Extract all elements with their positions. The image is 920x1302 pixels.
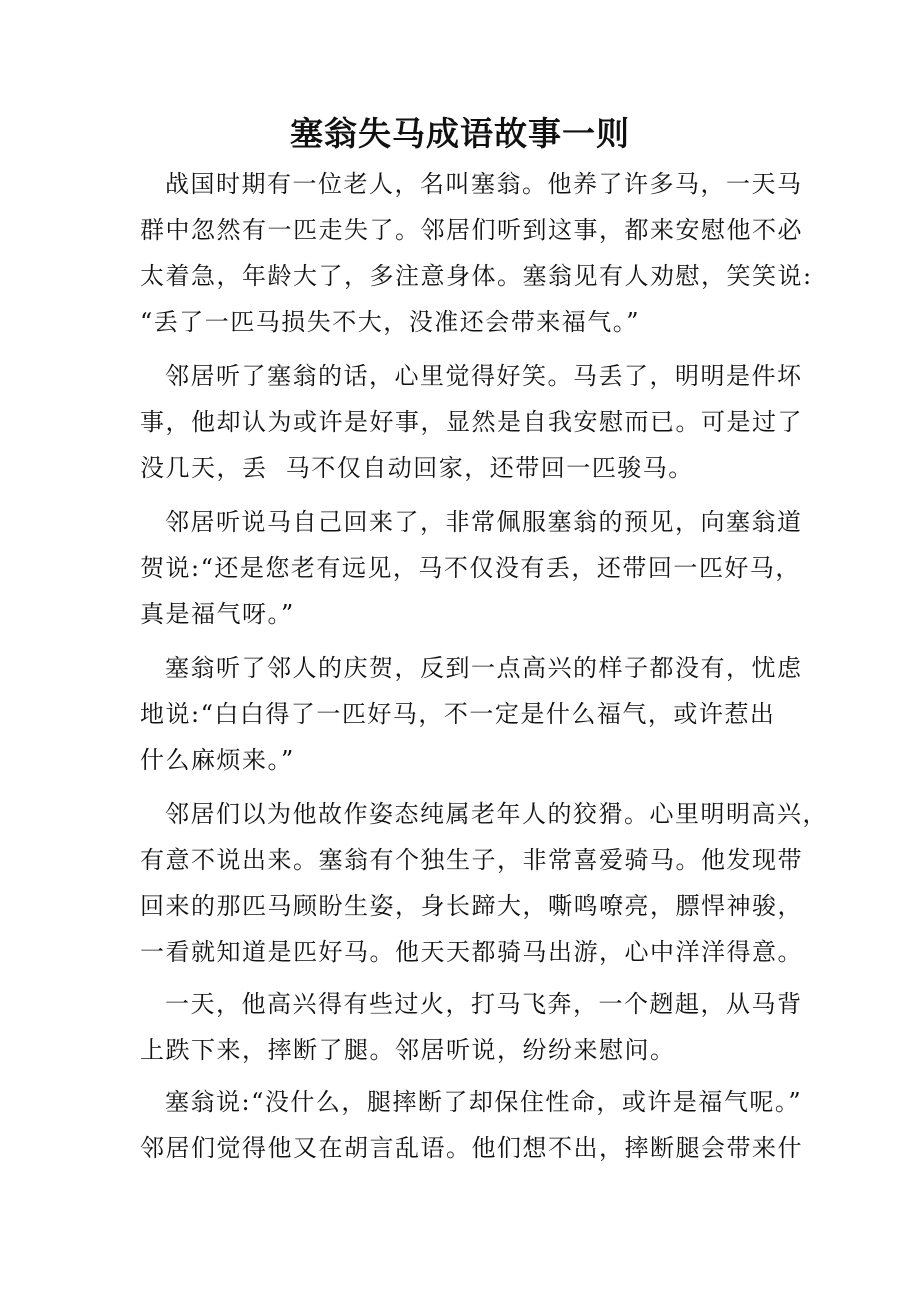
text-line: 邻居听了塞翁的话，心里觉得好笑。马丢了，明明是件坏 — [165, 362, 803, 390]
text-line: 地说:“白白得了一匹好马，不一定是什么福气，或许惹出 — [140, 700, 776, 728]
text-line: 邻居们觉得他又在胡言乱语。他们想不出，摔断腿会带来什 — [140, 1134, 803, 1162]
text-line: 上跌下来，摔断了腿。邻居听说，纷纷来慰问。 — [140, 1036, 676, 1064]
text-line: 回来的那匹马顾盼生姿，身长蹄大，嘶鸣嘹亮，膘悍神骏， — [140, 892, 803, 920]
text-line: 邻居们以为他故作姿态纯属老年人的狡猾。心里明明高兴， — [165, 800, 828, 828]
text-line: 塞翁听了邻人的庆贺，反到一点高兴的样子都没有，忧虑 — [165, 654, 803, 682]
text-line: 真是福气呀。” — [140, 600, 295, 628]
text-line: 有意不说出来。塞翁有个独生子，非常喜爱骑马。他发现带 — [140, 846, 803, 874]
text-line: 邻居听说马自己回来了，非常佩服塞翁的预见，向塞翁道 — [165, 508, 803, 536]
text-line: 塞翁说:“没什么，腿摔断了却保住性命，或许是福气呢。” — [165, 1088, 803, 1116]
text-line: 事，他却认为或许是好事，显然是自我安慰而已。可是过了 — [140, 408, 803, 436]
text-line: 群中忽然有一匹走失了。邻居们听到这事，都来安慰他不必 — [140, 216, 803, 244]
text-line: 贺说:“还是您老有远见，马不仅没有丢，还带回一匹好马， — [140, 554, 801, 582]
text-line: 什么麻烦来。” — [140, 746, 295, 774]
text-line: 太着急，年龄大了，多注意身体。塞翁见有人劝慰，笑笑说: — [140, 262, 813, 290]
text-line: 一看就知道是匹好马。他天天都骑马出游，心中洋洋得意。 — [140, 938, 803, 966]
text-line: “丢了一匹马损失不大，没准还会带来福气。” — [140, 308, 641, 336]
text-line: 一天，他高兴得有些过火，打马飞奔，一个趔趄，从马背 — [165, 990, 803, 1018]
text-line: 没几天，丢 马不仅自动回家，还带回一匹骏马。 — [140, 454, 694, 482]
document-title: 塞翁失马成语故事一则 — [290, 114, 630, 153]
text-line: 战国时期有一位老人，名叫塞翁。他养了许多马，一天马 — [165, 170, 803, 198]
